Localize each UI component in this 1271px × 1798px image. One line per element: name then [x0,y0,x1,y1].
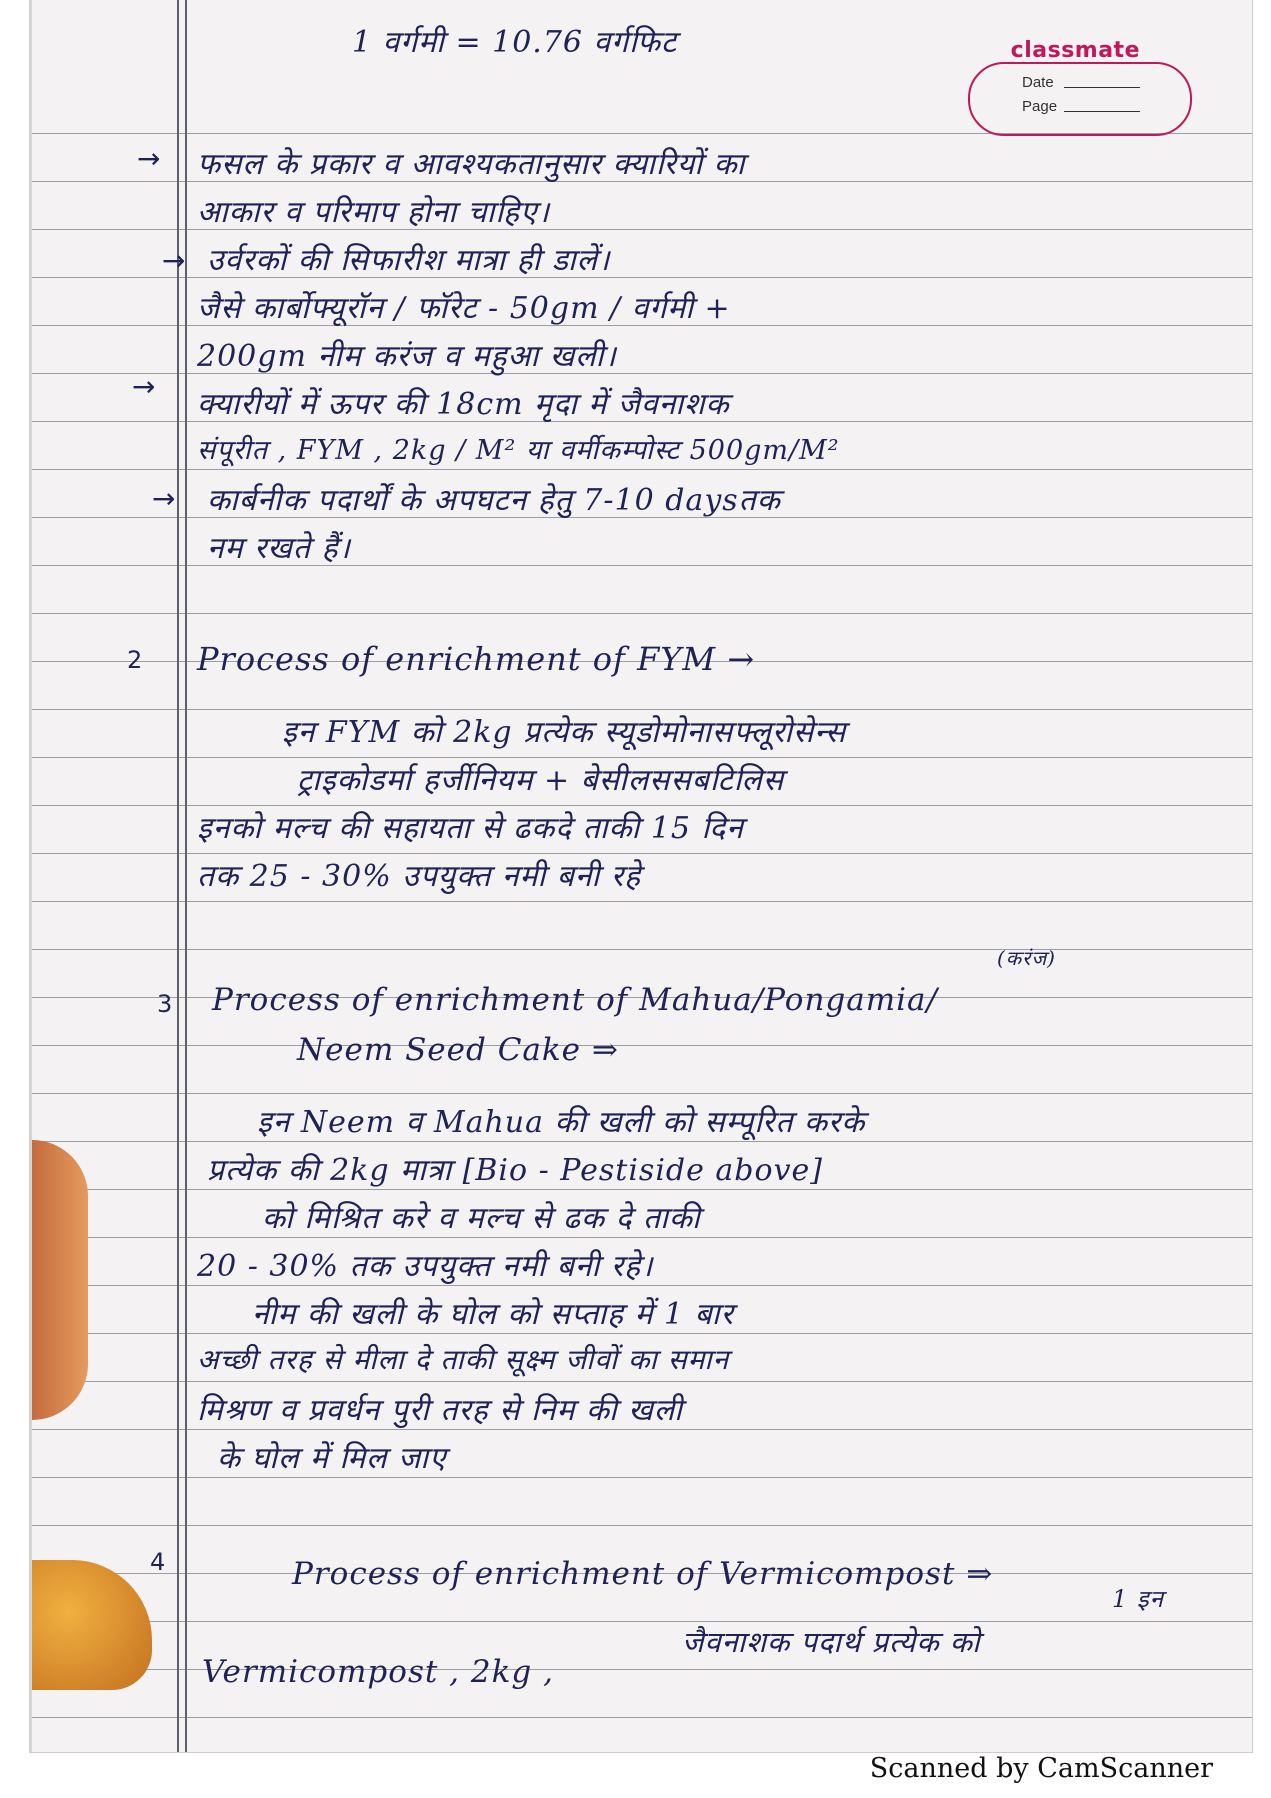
s2-line: इन FYM को 2kg प्रत्येक स्यूडोमोनासफ्लूरोसेन्स [282,715,847,750]
s2-line: तक 25 - 30% उपयुक्त नमी बनी रहे [197,859,642,894]
brand-logo: classmate [1010,38,1140,63]
s3-line: नीम की खली के घोल को सप्ताह में 1 बार [252,1297,734,1332]
arrow-icon: → [162,244,186,277]
s3-line: के घोल में मिल जाए [217,1441,447,1476]
date-page-stamp [968,62,1192,136]
s1-line: संपूरीत , FYM , 2kg / M² या वर्मीकम्पोस्ट 500gm/M² [197,435,840,466]
header-line: 1 वर्गमी = 10.76 वर्गफिट [352,25,678,60]
ruled-line [32,469,1252,470]
ruled-line [32,1621,1252,1622]
s3-line: अच्छी तरह से मीला दे ताकी सूक्ष्म जीवों का समान [197,1343,730,1376]
s3-line: को मिश्रित करे व मल्च से ढक दे ताकी [262,1201,701,1236]
page-label: Page [1022,98,1058,115]
s3-line: इन Neem व Mahua की खली को सम्पूरित करके [257,1105,866,1140]
ruled-line [32,901,1252,902]
section-3-number: 3 [157,990,173,1018]
ruled-line [32,1189,1252,1190]
s4-line: 1 इन [1112,1585,1165,1613]
s1-line: कार्बनीक पदार्थों के अपघटन हेतु 7-10 daysतक [207,483,781,518]
section-3-note: (करंज) [997,946,1056,970]
finger-corner-image [32,1560,152,1690]
ruled-line [32,1717,1252,1718]
section-2-title: Process of enrichment of FYM → [197,640,756,678]
s3-line: मिश्रण व प्रवर्धन पुरी तरह से निम की खली [197,1393,683,1428]
ruled-line [32,1381,1252,1382]
s3-line: प्रत्येक की 2kg मात्रा [Bio - Pestiside above] [207,1153,823,1188]
scanner-watermark: Scanned by CamScanner [869,1753,1213,1784]
ruled-line [32,1237,1252,1238]
s1-line: जैसे कार्बोफ्यूरॉन / फॉरेट - 50gm / वर्गमी + [197,291,731,326]
section-4-number: 4 [150,1548,166,1576]
ruled-line [32,1525,1252,1526]
s2-line: ट्राइकोडर्मा हर्जीनियम + बेसीलससबटिलिस [297,763,785,798]
arrow-icon: → [132,370,156,403]
arrow-icon: → [152,482,176,515]
thumb-edge-image [32,1140,88,1420]
section-4-title: Process of enrichment of Vermicompost ⇒ [292,1556,994,1592]
section-3-title: Process of enrichment of Mahua/Pongamia/ [212,982,938,1018]
s1-line: उर्वरकों की सिफारीश मात्रा ही डालें। [207,243,611,278]
ruled-line [32,1045,1252,1046]
arrow-icon: → [137,142,161,175]
ruled-line [32,949,1252,950]
ruled-line [32,1285,1252,1286]
s1-line: आकार व परिमाप होना चाहिए। [197,195,550,230]
ruled-line [32,613,1252,614]
s1-line: फसल के प्रकार व आवश्यकतानुसार क्यारियों का [197,147,746,182]
ruled-line [32,1093,1252,1094]
s4-line: Vermicompost , 2kg , [202,1654,554,1690]
s3-line: 20 - 30% तक उपयुक्त नमी बनी रहे। [197,1249,654,1284]
s2-line: इनको मल्च की सहायता से ढकदे ताकी 15 दिन [197,811,744,846]
ruled-line [32,1477,1252,1478]
ruled-line [32,1333,1252,1334]
section-3-title-cont: Neem Seed Cake ⇒ [297,1032,619,1068]
s1-line: क्यारीयों में ऊपर की 18cm मृदा में जैवनाशक [197,387,730,422]
notebook-page [30,0,1252,1752]
date-label: Date [1022,74,1054,91]
section-2-number: 2 [127,646,143,674]
ruled-line [32,1429,1252,1430]
s4-line: जैवनाशक पदार्थ प्रत्येक को [682,1625,981,1659]
s1-line: नम रखते हैं। [207,531,351,566]
ruled-line [32,1141,1252,1142]
s1-line: 200gm नीम करंज व महुआ खली। [197,339,617,374]
